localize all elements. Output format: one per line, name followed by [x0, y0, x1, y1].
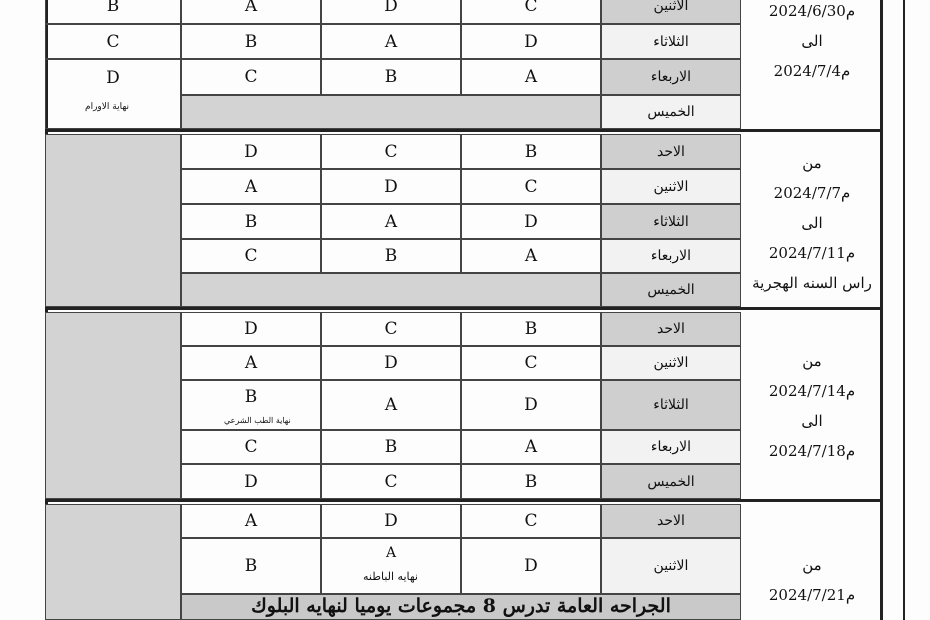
group-cell: D	[461, 204, 601, 239]
date-line: 2024/7/14م	[768, 382, 856, 400]
day-cell: الاثنين	[601, 0, 741, 24]
banner-note	[181, 594, 741, 620]
merged-empty-cell	[45, 134, 181, 307]
frame-right-line	[880, 0, 883, 620]
group-letter: D	[106, 68, 120, 88]
group-cell: A	[181, 504, 321, 538]
group-cell: C	[181, 239, 321, 273]
group-cell: D	[461, 24, 601, 59]
date-line: من	[802, 352, 822, 370]
group-cell: A	[461, 430, 601, 464]
day-cell: الاحد	[601, 312, 741, 346]
date-range	[744, 0, 880, 86]
group-cell: A	[461, 59, 601, 95]
group-cell: C	[461, 346, 601, 380]
group-cell: B	[181, 204, 321, 239]
group-cell: B	[181, 24, 321, 59]
date-range	[744, 346, 880, 466]
cell-note: نهاية الاورام	[85, 102, 129, 112]
day-cell: الخميس	[601, 464, 741, 499]
day-cell: الاربعاء	[601, 239, 741, 273]
group-cell-with-note	[45, 59, 181, 129]
group-cell: B	[321, 239, 461, 273]
date-line: من	[802, 154, 822, 172]
group-cell-with-note	[321, 538, 461, 594]
date-line: 2024/7/4م	[773, 62, 851, 80]
date-line: من	[802, 556, 822, 574]
group-cell: B	[461, 134, 601, 169]
group-letter: B	[244, 387, 258, 407]
merged-empty-cell	[181, 95, 601, 129]
date-line: راس السنه الهجرية	[752, 274, 872, 292]
group-letter: A	[385, 545, 397, 561]
merged-empty-cell	[45, 312, 181, 499]
group-cell: D	[181, 134, 321, 169]
date-line: الى	[801, 214, 823, 232]
group-cell: B	[181, 538, 321, 594]
banner-text: الجراحه العامة تدرس 8 مجموعات يوميا لنهايه البلوك	[251, 595, 671, 617]
group-cell: C	[461, 169, 601, 204]
day-cell: الاربعاء	[601, 430, 741, 464]
group-cell: D	[321, 0, 461, 24]
group-cell: D	[321, 346, 461, 380]
group-cell: B	[321, 59, 461, 95]
group-cell: C	[461, 504, 601, 538]
group-cell: D	[181, 312, 321, 346]
day-cell: الخميس	[601, 95, 741, 129]
group-cell: C	[321, 464, 461, 499]
date-line: 2024/7/11م	[768, 244, 856, 262]
group-cell: A	[321, 380, 461, 430]
group-cell: B	[461, 312, 601, 346]
group-cell: A	[461, 239, 601, 273]
day-cell: الاحد	[601, 504, 741, 538]
date-line: 2024/7/7م	[773, 184, 851, 202]
group-cell: C	[321, 134, 461, 169]
group-cell: A	[321, 204, 461, 239]
week-divider	[45, 307, 882, 310]
group-cell: B	[321, 430, 461, 464]
group-cell: C	[45, 24, 181, 59]
date-line: 2024/7/21م	[768, 586, 856, 604]
day-cell: الثلاثاء	[601, 204, 741, 239]
day-cell: الثلاثاء	[601, 24, 741, 59]
day-cell: الخميس	[601, 273, 741, 307]
day-cell: الاحد	[601, 134, 741, 169]
day-cell: الاثنين	[601, 538, 741, 594]
group-cell: D	[461, 380, 601, 430]
merged-empty-cell	[181, 273, 601, 307]
week-divider	[45, 499, 882, 502]
group-cell: C	[181, 430, 321, 464]
group-cell: A	[181, 169, 321, 204]
group-cell: C	[181, 59, 321, 95]
group-cell: A	[181, 346, 321, 380]
merged-empty-cell	[45, 504, 181, 620]
day-cell: الثلاثاء	[601, 380, 741, 430]
cell-note: نهاية الطب الشرعي	[224, 416, 291, 425]
date-line: الى	[801, 412, 823, 430]
group-cell: D	[461, 538, 601, 594]
week-divider	[45, 129, 882, 132]
date-line: 2024/7/18م	[768, 442, 856, 460]
page-edge-line	[903, 0, 905, 620]
group-cell: B	[461, 464, 601, 499]
group-cell: C	[321, 312, 461, 346]
group-cell: D	[181, 464, 321, 499]
group-cell: A	[181, 0, 321, 24]
day-cell: الاثنين	[601, 169, 741, 204]
date-line: 2024/6/30م	[768, 2, 856, 20]
date-range	[744, 148, 880, 298]
group-cell: A	[321, 24, 461, 59]
group-cell: D	[321, 504, 461, 538]
date-range	[744, 550, 880, 610]
group-cell: D	[321, 169, 461, 204]
day-cell: الاثنين	[601, 346, 741, 380]
group-cell: C	[461, 0, 601, 24]
day-cell: الاربعاء	[601, 59, 741, 95]
group-cell: B	[45, 0, 181, 24]
date-line: الى	[801, 32, 823, 50]
cell-note: نهايه الباطنه	[363, 570, 418, 583]
